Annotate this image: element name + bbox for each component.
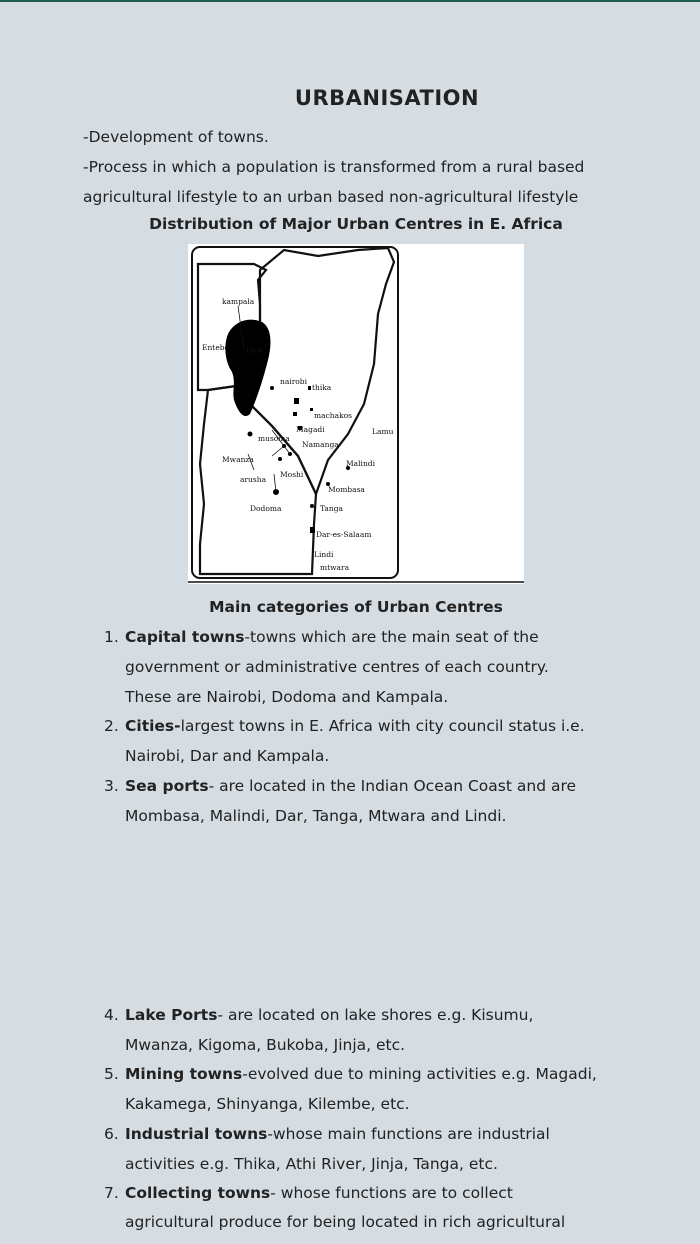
list-item-sea-ports	[125, 776, 576, 796]
list-term: Industrial towns	[125, 1125, 268, 1143]
list-item-industrial-towns	[125, 1124, 550, 1144]
map-label: nairobi	[280, 377, 308, 386]
definition-line: -Development of towns.	[83, 128, 269, 146]
list-number: 3.	[104, 777, 119, 795]
list-text: -towns which are the main seat of the	[244, 628, 539, 646]
list-text: -whose main functions are industrial	[267, 1125, 550, 1143]
list-text: largest towns in E. Africa with city council status i.e.	[180, 717, 585, 735]
map-label: Moshi	[280, 470, 304, 479]
page-title: URBANISATION	[294, 86, 480, 110]
list-item-capital-towns	[125, 627, 539, 647]
map-label: Mwanza	[222, 455, 254, 464]
list-term: Lake Ports	[125, 1006, 218, 1024]
list-text: government or administrative centres of each country.	[125, 658, 549, 676]
map-label: thika	[312, 383, 332, 392]
list-item-cities	[125, 716, 585, 736]
map-label: Lamu	[372, 427, 394, 436]
map-label: Malindi	[346, 459, 375, 468]
list-number: 1.	[104, 628, 119, 646]
map-label: Dar-es-Salaam	[316, 530, 372, 539]
map-heading: Distribution of Major Urban Centres in E. Africa	[149, 215, 563, 233]
list-item-mining-towns	[125, 1064, 597, 1084]
map-label: Tanga	[320, 504, 343, 513]
list-term: Collecting towns	[125, 1184, 271, 1202]
list-text: Nairobi, Dar and Kampala.	[125, 747, 330, 765]
list-number: 2.	[104, 717, 119, 735]
list-term: Sea ports	[125, 777, 209, 795]
definition-line: agricultural lifestyle to an urban based non-agricultural lifestyle	[83, 188, 579, 206]
map-label: Jinja	[246, 345, 264, 354]
top-border	[0, 0, 700, 2]
map-label: Namanga	[302, 440, 339, 449]
map-label: Mombasa	[328, 485, 365, 494]
map-label: kampala	[222, 297, 255, 306]
list-text: Mombasa, Malindi, Dar, Tanga, Mtwara and Lindi.	[125, 807, 507, 825]
list-item-collecting-towns	[125, 1183, 513, 1203]
list-text: agricultural produce for being located in rich agricultural	[125, 1213, 566, 1231]
list-text: activities e.g. Thika, Athi River, Jinja, Tanga, etc.	[125, 1155, 498, 1173]
list-text: - whose functions are to collect	[270, 1184, 513, 1202]
list-text: These are Nairobi, Dodoma and Kampala.	[125, 688, 449, 706]
list-term: Capital towns	[125, 628, 245, 646]
map-label: Dodoma	[250, 504, 282, 513]
list-number: 4.	[104, 1006, 119, 1024]
list-term: Mining towns	[125, 1065, 243, 1083]
map-label: Magadi	[296, 425, 325, 434]
list-text: - are located in the Indian Ocean Coast and are	[208, 777, 577, 795]
map-label: Entebe	[202, 343, 229, 352]
east-africa-map	[188, 244, 524, 584]
list-text: - are located on lake shores e.g. Kisumu,	[217, 1006, 534, 1024]
list-item-lake-ports	[125, 1005, 533, 1025]
list-text: -evolved due to mining activities e.g. Magadi,	[242, 1065, 597, 1083]
list-text: Mwanza, Kigoma, Bukoba, Jinja, etc.	[125, 1036, 406, 1054]
list-number: 5.	[104, 1065, 119, 1083]
map-label: musoma	[258, 434, 290, 443]
map-label: mtwara	[320, 563, 350, 572]
list-number: 7.	[104, 1184, 119, 1202]
definition-line: -Process in which a population is transformed from a rural based	[83, 158, 585, 176]
categories-heading: Main categories of Urban Centres	[209, 598, 503, 616]
map-label: machakos	[314, 411, 352, 420]
map-label: Lindi	[314, 550, 334, 559]
list-text: Kakamega, Shinyanga, Kilembe, etc.	[125, 1095, 410, 1113]
list-term: Cities-	[125, 717, 181, 735]
list-number: 6.	[104, 1125, 119, 1143]
map-label: arusha	[240, 475, 267, 484]
